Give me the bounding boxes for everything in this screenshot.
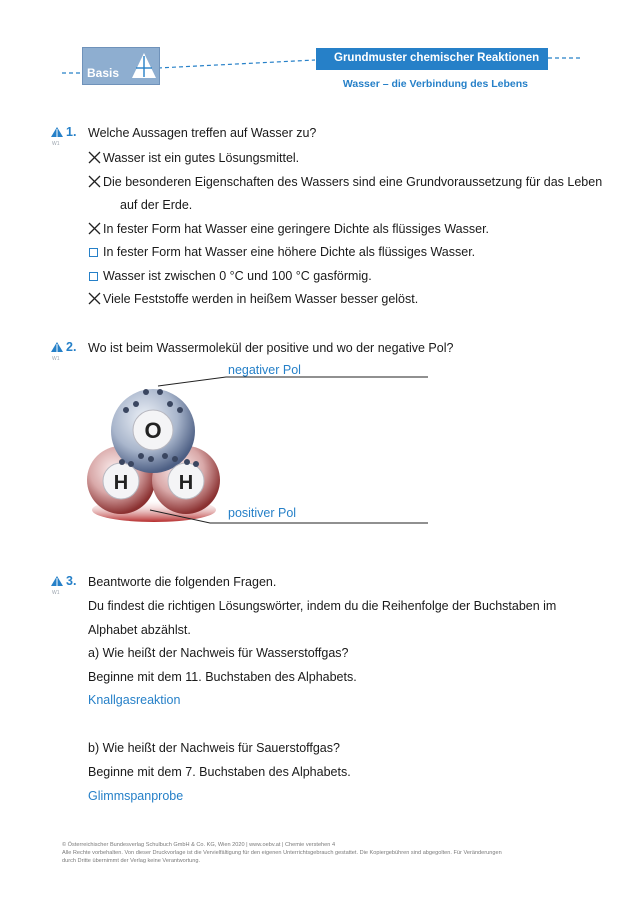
question-1-prompt: Welche Aussagen treffen auf Wasser zu? (88, 126, 317, 140)
triangle-logo-icon (131, 51, 157, 81)
part-a-hint: Beginne mit dem 11. Buchstaben des Alphabets. (88, 670, 357, 684)
basis-label: Basis (87, 66, 120, 80)
question-3-instruction-line-2: Alphabet abzählst. (88, 623, 191, 637)
option-text: Wasser ist ein gutes Lösungsmittel. (103, 151, 300, 165)
question-3-number: 3. (66, 574, 77, 588)
option-text: Die besonderen Eigenschaften des Wassers sind eine Grundvoraussetzung für das Leben (103, 175, 603, 189)
part-b-hint: Beginne mit dem 7. Buchstaben des Alphabets. (88, 765, 351, 779)
chapter-banner (316, 48, 548, 70)
question-3-tag: W1 (52, 590, 60, 596)
option-text: Viele Feststoffe werden in heißem Wasser besser gelöst. (103, 292, 419, 306)
question-2-number: 2. (66, 340, 77, 354)
option-text: In fester Form hat Wasser eine höhere Dichte als flüssiges Wasser. (103, 245, 476, 259)
part-b-question: b) Wie heißt der Nachweis für Sauerstoffgas? (88, 741, 340, 755)
question-3-instruction-line-1: Du findest die richtigen Lösungswörter, indem du die Reihenfolge der Buchstaben im (88, 599, 557, 613)
part-a-question: a) Wie heißt der Nachweis für Wasserstoffgas? (88, 646, 349, 660)
chapter-title: Grundmuster chemischer Reaktionen (334, 52, 540, 64)
part-a-answer: Knallgasreaktion (88, 693, 181, 707)
checked-cross-icon (88, 292, 101, 305)
question-2-tag: W1 (52, 356, 60, 362)
part-b-answer: Glimmspanprobe (88, 789, 184, 803)
empty-checkbox-icon (89, 248, 98, 257)
option-text: Wasser ist zwischen 0 °C und 100 °C gasförmig. (103, 269, 372, 283)
negative-pole-answer: negativer Pol (228, 363, 301, 377)
question-2-prompt: Wo ist beim Wassermolekül der positive und wo der negative Pol? (88, 341, 454, 355)
checked-cross-icon (88, 222, 101, 235)
question-1-number: 1. (66, 125, 77, 139)
footer-disclaimer: durch Dritte übernimmt der Verlag keine Verantwortung. (62, 858, 201, 864)
option-text: In fester Form hat Wasser eine geringere Dichte als flüssiges Wasser. (103, 222, 490, 236)
footer-copyright: © Österreichischer Bundesverlag Schulbuch GmbH & Co. KG, Wien 2020 | www.oebv.at | Chemie verstehen 4 (62, 842, 336, 848)
footer-rights: Alle Rechte vorbehalten. Von dieser Druckvorlage ist die Vervielfältigung für den eigenen Unterrichtsgebrauch gestattet. Die Kopiergebühren sind abgegolten. Für Veränderungen (62, 850, 502, 856)
basis-badge (82, 47, 160, 85)
checked-cross-icon (88, 151, 101, 164)
checked-cross-icon (88, 175, 101, 188)
hydrogen-atom-label-right: H (178, 472, 194, 494)
question-3-prompt: Beantworte die folgenden Fragen. (88, 575, 277, 589)
option-text-continued: auf der Erde. (120, 198, 193, 212)
oxygen-atom-label: O (144, 418, 162, 443)
hydrogen-atom-label-left: H (113, 472, 129, 494)
positive-pole-answer: positiver Pol (228, 506, 297, 520)
chapter-subtitle: Wasser – die Verbindung des Lebens (342, 78, 528, 90)
empty-checkbox-icon (89, 272, 98, 281)
pyramid-icon (50, 126, 64, 138)
pyramid-icon (50, 575, 64, 587)
pyramid-icon (50, 341, 64, 353)
question-1-tag: W1 (52, 141, 60, 147)
